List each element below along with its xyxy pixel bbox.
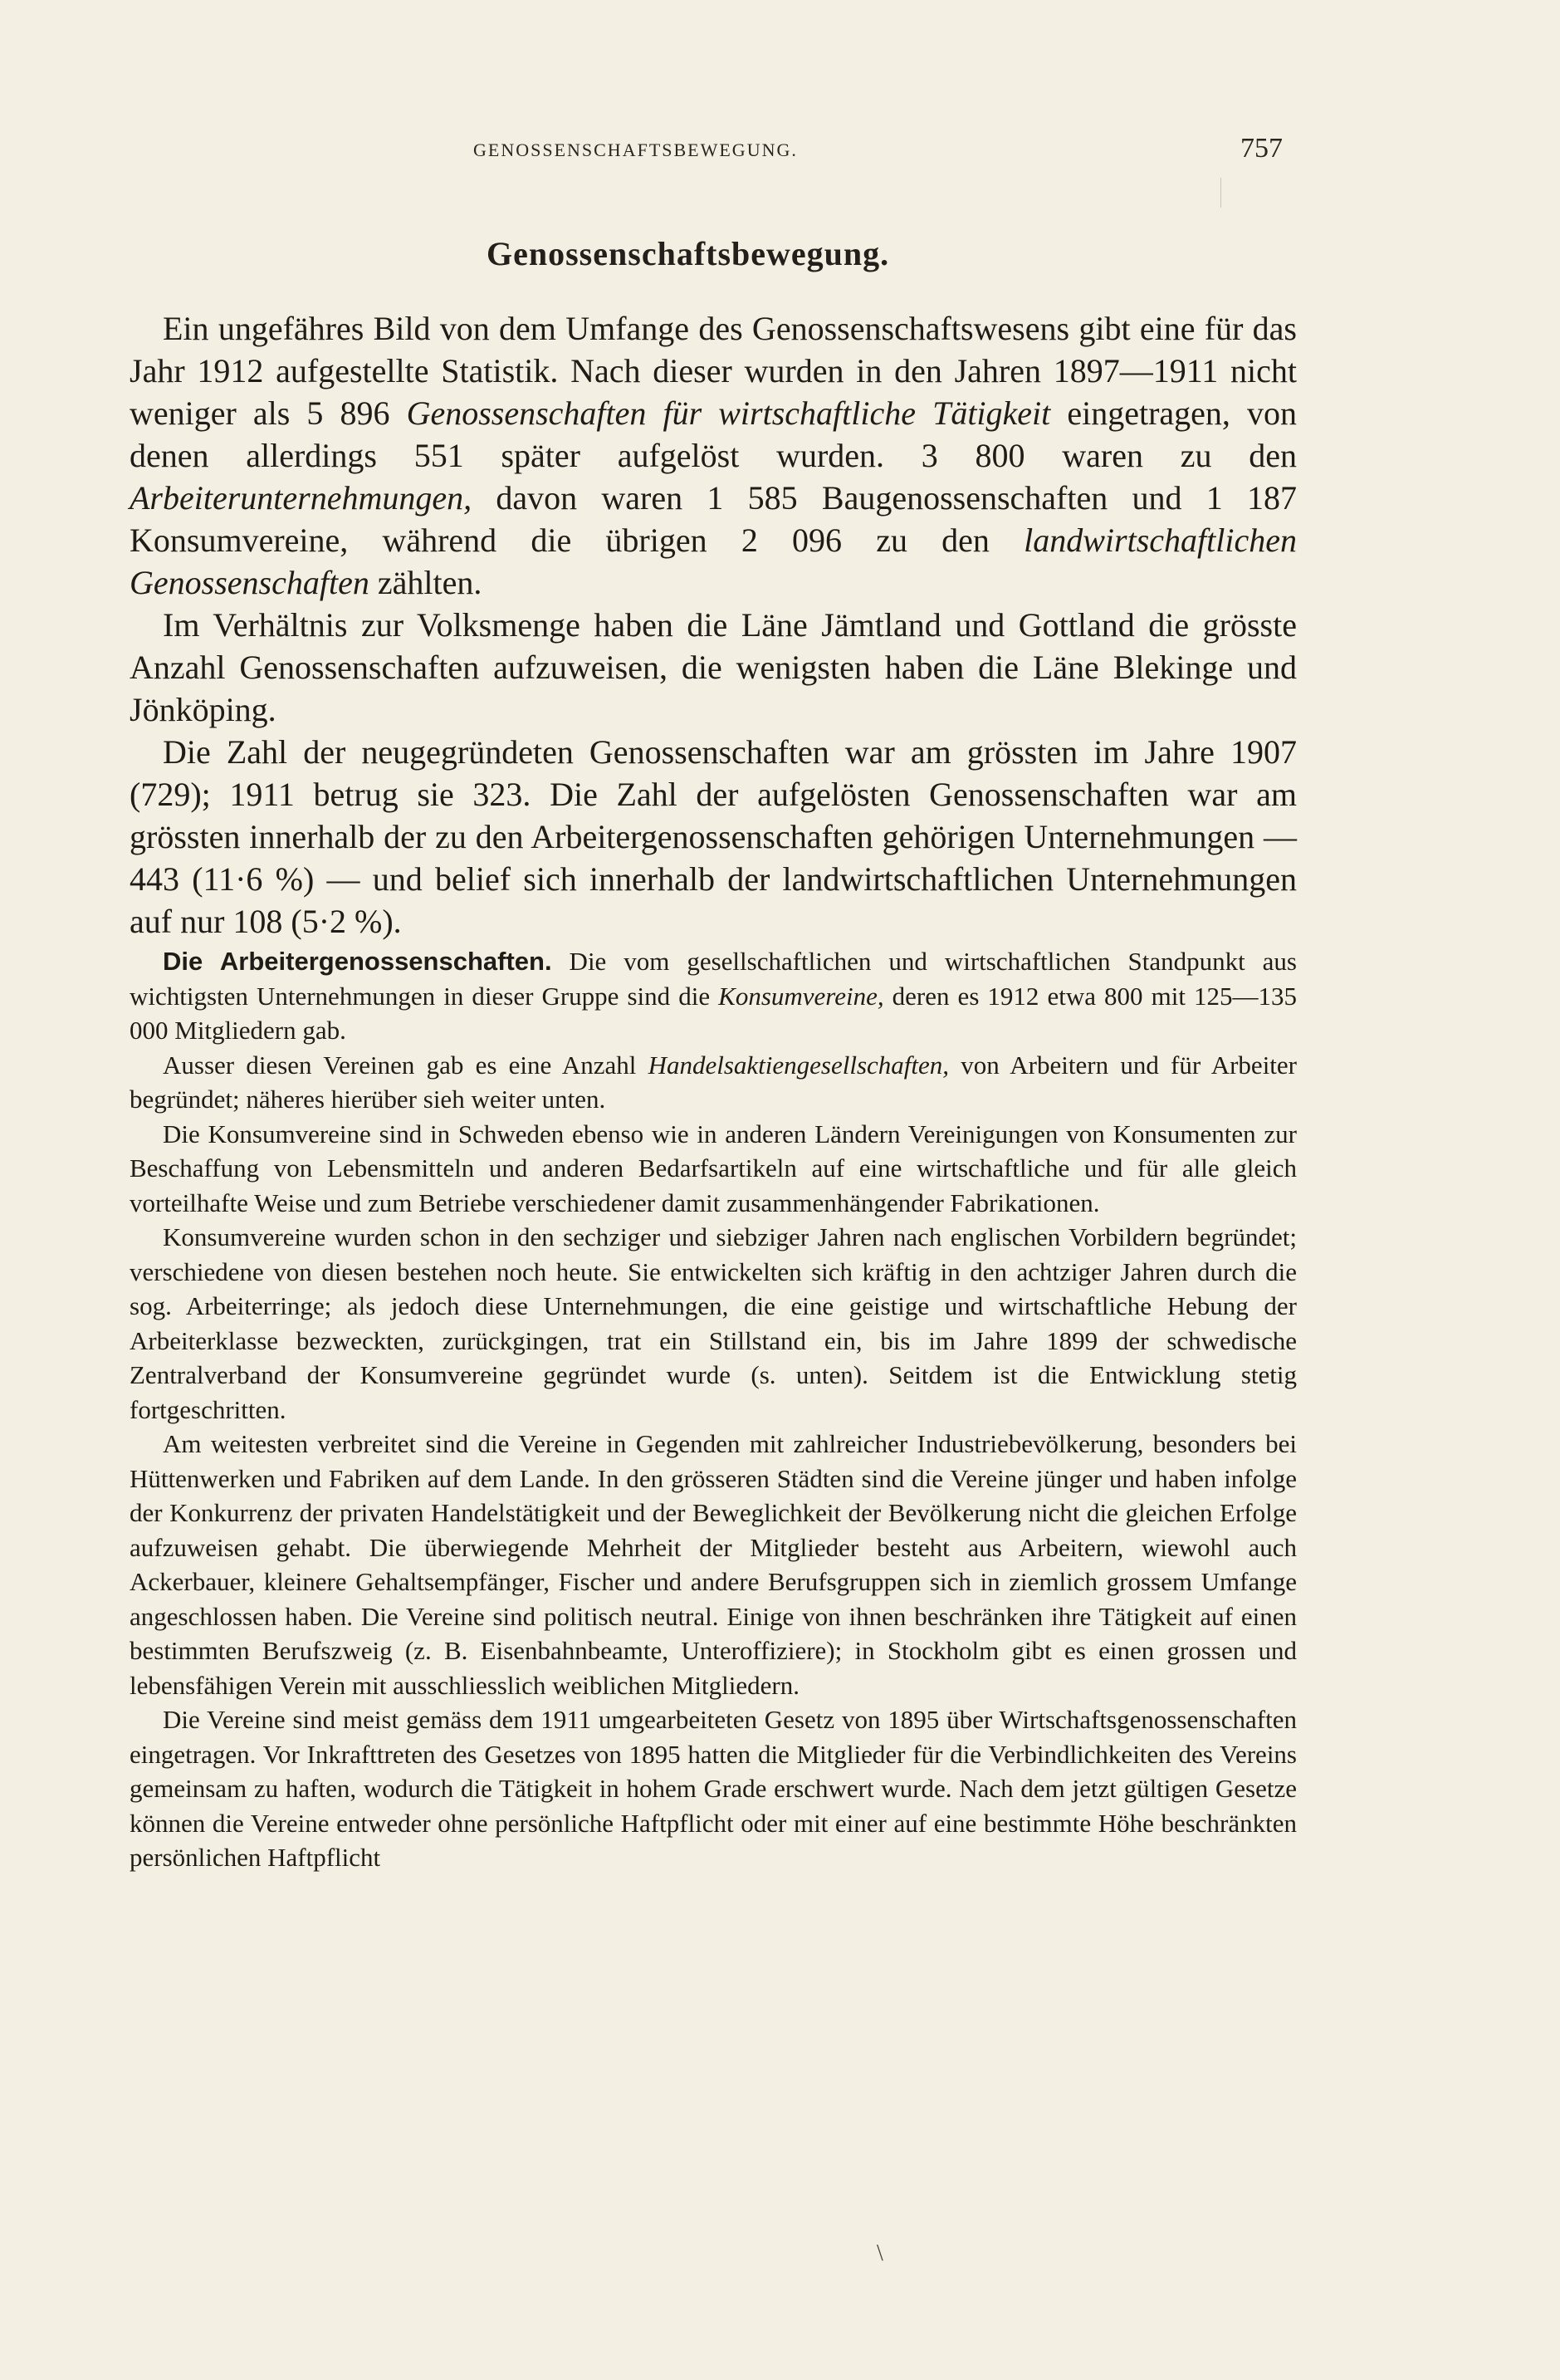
arbeiter-paragraph-2 — [130, 1048, 1297, 1117]
arbeiter-paragraph-3: Die Konsumvereine sind in Schweden ebenso wie in anderen Ländern Vereinigungen von Konsumenten zur Beschaffung von Lebensmitteln und anderen Bedarfsartikeln auf eine wirtschaftliche und für alle gleich vorteilhafte Weise und zum Betriebe verschiedener damit zusammenhängender Fabrikationen. — [130, 1119, 1297, 1217]
arbeiter-p1-emphasis: Konsumvereine, — [718, 981, 884, 1011]
arbeiter-p1-part-1: Die vom gesellschaftlichen und wirtschaftlichen Standpunkt aus wichtigsten Unternehmungen in dieser Gruppe sind die — [130, 947, 1297, 1011]
margin-mark — [1220, 178, 1221, 208]
intro-p1-part-4: zählten. — [369, 564, 482, 601]
intro-p1-emphasis-3: landwirtschaftlichen Genossenschaften — [130, 522, 1297, 601]
footer-mark: \ — [877, 2240, 883, 2266]
arbeiter-paragraph-6: Die Vereine sind meist gemäss dem 1911 umgearbeiteten Gesetz von 1895 über Wirtschaftsgenossenschaften eingetragen. Vor Inkrafttreten des Gesetzes von 1895 hatten die Mitglieder für die Verbindlichkeiten des Vereins gemeinsam zu haften, wodurch die Tätigkeit in hohem Grade erschwert wurde. Nach dem jetzt gültigen Gesetze können die Vereine entweder ohne persönliche Haftpflicht oder mit einer auf eine bestimmte Höhe beschränkten persönlichen Haftpflicht — [130, 1705, 1297, 1872]
intro-p1-part-1: Ein ungefähres Bild von dem Umfange des Genossenschaftswesens gibt eine für das Jahr 1912 aufgestellte Statistik. Nach dieser wurden in den Jahren 1897—1911 nicht weniger als 5 896 — [130, 310, 1297, 432]
arbeiter-p2-part-2: von Arbeitern und für Arbeiter begründet; näheres hierüber sieh weiter unten. — [130, 1050, 1298, 1114]
arbeiter-paragraph-4: Konsumvereine wurden schon in den sechziger und siebziger Jahren nach englischen Vorbildern begründet; verschiedene von diesen bestehen noch heute. Sie entwickelten sich kräftig in den achtziger Jahren durch die sog. Arbeiterringe; als jedoch diese Unternehmungen, die eine geistige und wirtschaftliche Hebung der Arbeiterklasse bezweckten, zurückgingen, trat ein Stillstand ein, bis im Jahre 1899 der schwedische Zentralverband der Konsumvereine gegründet wurde (s. unten). Seitdem ist die Entwicklung stetig fortgeschritten. — [130, 1222, 1297, 1424]
arbeiter-p2-part-1: Ausser diesen Vereinen gab es eine Anzahl — [163, 1050, 648, 1080]
arbeiter-paragraph-1 — [130, 944, 1297, 1048]
intro-paragraph-1 — [130, 307, 1297, 604]
arbeiter-p1-part-2: deren es 1912 etwa 800 mit 125—135 000 Mitgliedern gab. — [130, 981, 1297, 1045]
intro-p1-emphasis-1: Genossenschaften für wirtschaftliche Tätigkeit — [406, 394, 1051, 432]
arbeiter-p2-emphasis: Handelsaktiengesellschaften, — [648, 1050, 950, 1080]
arbeiter-heading: Die Arbeitergenossenschaften. — [163, 947, 552, 976]
intro-paragraph-2: Im Verhältnis zur Volksmenge haben die Läne Jämtland und Gottland die grösste Anzahl Genossenschaften aufzuweisen, die wenigsten haben die Läne Blekinge und Jönköping. — [130, 606, 1297, 728]
intro-p1-emphasis-2: Arbeiterunternehmungen, — [130, 479, 472, 517]
running-header: GENOSSENSCHAFTSBEWEGUNG. — [473, 140, 798, 160]
page-number: 757 — [1240, 133, 1283, 164]
arbeiter-text — [130, 944, 1297, 1875]
intro-p1-part-3: davon waren 1 585 Baugenossenschaften und 1 187 Konsumvereine, während die übrigen 2 096 zu den — [130, 479, 1297, 559]
arbeiter-paragraph-5: Am weitesten verbreitet sind die Vereine in Gegenden mit zahlreicher Industriebevölkerung, besonders bei Hüttenwerken und Fabriken auf dem Lande. In den grösseren Städten sind die Vereine jünger und haben infolge der Konkurrenz der privaten Handelstätigkeit und der Beweglichkeit der Bevölkerung nicht die gleichen Erfolge aufzuweisen gehabt. Die überwiegende Mehrheit der Mitglieder besteht aus Arbeitern, wiewohl auch Ackerbauer, kleinere Gehaltsempfänger, Fischer und andere Berufsgruppen sich in ziemlich grossem Umfange angeschlossen haben. Die Vereine sind politisch neutral. Einige von ihnen beschränken ihre Tätigkeit auf einen bestimmten Berufszweig (z. B. Eisenbahnbeamte, Unteroffiziere); in Stockholm gibt es einen grossen und lebensfähigen Verein mit ausschliesslich weiblichen Mitgliedern. — [130, 1429, 1297, 1700]
intro-p1-part-2: eingetragen, von denen allerdings 551 später aufgelöst wurden. 3 800 waren zu den — [130, 394, 1297, 474]
intro-paragraph-3: Die Zahl der neugegründeten Genossenschaften war am grössten im Jahre 1907 (729); 1911 betrug sie 323. Die Zahl der aufgelösten Genossenschaften war am grössten innerhalb der zu den Arbeitergenossenschaften gehörigen Unternehmungen — 443 (11·6 %) — und belief sich innerhalb der landwirtschaftlichen Unternehmungen auf nur 108 (5·2 %). — [130, 733, 1297, 940]
section-title: Genossenschaftsbewegung. — [487, 235, 890, 272]
intro-text — [130, 307, 1297, 943]
